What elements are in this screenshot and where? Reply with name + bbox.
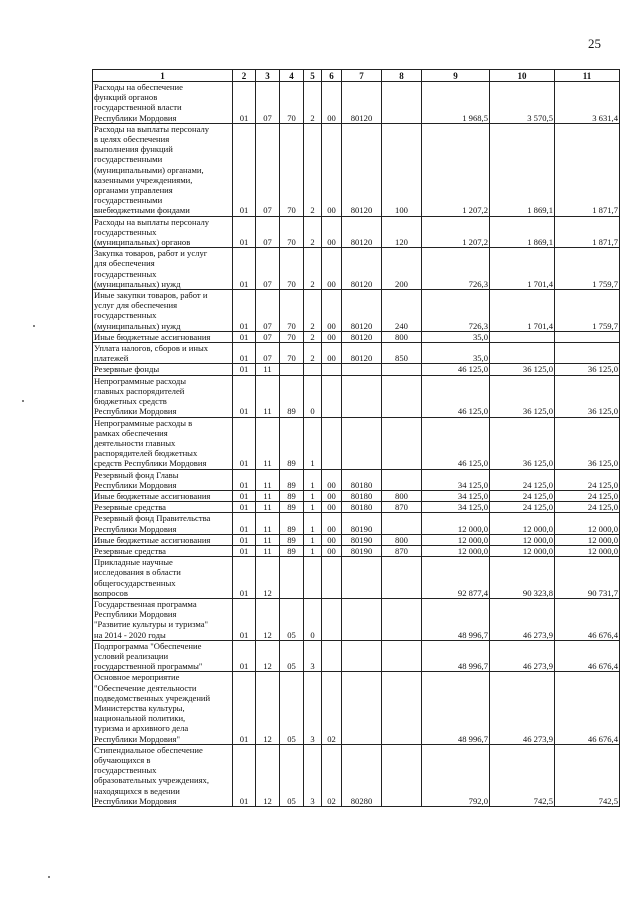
cell-c8: 100 [382, 123, 422, 216]
cell-c8: 870 [382, 502, 422, 513]
table-header-row [93, 70, 620, 82]
cell-c9: 12 000,0 [422, 513, 490, 534]
cell-c2: 01 [233, 502, 256, 513]
cell-c9: 12 000,0 [422, 534, 490, 545]
cell-c9: 34 125,0 [422, 469, 490, 490]
cell-c6: 00 [322, 331, 342, 342]
cell-c6: 00 [322, 502, 342, 513]
cell-c2: 01 [233, 598, 256, 640]
cell-c6: 00 [322, 248, 342, 290]
cell-c11: 1 871,7 [555, 123, 620, 216]
cell-c4: 89 [280, 534, 304, 545]
cell-c2: 01 [233, 123, 256, 216]
cell-c11: 1 871,7 [555, 216, 620, 248]
column-header: 2 [233, 70, 256, 82]
cell-c9: 1 968,5 [422, 82, 490, 124]
table-row [93, 82, 620, 124]
cell-c10: 36 125,0 [490, 375, 555, 417]
cell-c4: 70 [280, 331, 304, 342]
cell-c8 [382, 469, 422, 490]
cell-c3: 11 [256, 490, 280, 501]
cell-c2: 01 [233, 744, 256, 806]
cell-c3: 07 [256, 82, 280, 124]
cell-c7 [342, 375, 382, 417]
cell-c2: 01 [233, 375, 256, 417]
cell-c8 [382, 640, 422, 672]
cell-c5: 0 [304, 375, 322, 417]
cell-c2: 01 [233, 469, 256, 490]
scan-speck [22, 400, 24, 402]
cell-c2: 01 [233, 640, 256, 672]
cell-c6: 00 [322, 469, 342, 490]
cell-c2: 01 [233, 331, 256, 342]
cell-c4: 70 [280, 343, 304, 364]
cell-c7: 80180 [342, 469, 382, 490]
cell-c6 [322, 598, 342, 640]
cell-c10: 12 000,0 [490, 513, 555, 534]
table-row [93, 469, 620, 490]
cell-c2: 01 [233, 672, 256, 744]
cell-c8 [382, 375, 422, 417]
cell-c5: 0 [304, 598, 322, 640]
cell-c5: 1 [304, 513, 322, 534]
row-name: Уплата налогов, сборов и иных платежей [93, 343, 233, 364]
cell-c5: 2 [304, 343, 322, 364]
cell-c2: 01 [233, 534, 256, 545]
row-name: Иные бюджетные ассигнования [93, 490, 233, 501]
cell-c11: 12 000,0 [555, 534, 620, 545]
cell-c6: 02 [322, 672, 342, 744]
cell-c11 [555, 331, 620, 342]
cell-c6: 00 [322, 534, 342, 545]
cell-c3: 11 [256, 469, 280, 490]
table-row [93, 216, 620, 248]
cell-c3: 12 [256, 640, 280, 672]
cell-c4: 70 [280, 248, 304, 290]
column-header: 5 [304, 70, 322, 82]
cell-c2: 01 [233, 343, 256, 364]
cell-c5 [304, 557, 322, 599]
row-name: Государственная программа Республики Мордовия "Развитие культуры и туризма" на 2014 - 2020 годы [93, 598, 233, 640]
cell-c10: 12 000,0 [490, 534, 555, 545]
cell-c7 [342, 672, 382, 744]
cell-c8: 240 [382, 290, 422, 332]
cell-c9: 34 125,0 [422, 490, 490, 501]
cell-c4: 05 [280, 640, 304, 672]
cell-c3: 11 [256, 534, 280, 545]
row-name: Резервные фонды [93, 364, 233, 375]
cell-c5: 1 [304, 490, 322, 501]
cell-c3: 11 [256, 545, 280, 556]
cell-c4: 89 [280, 502, 304, 513]
cell-c9: 1 207,2 [422, 123, 490, 216]
cell-c5: 3 [304, 744, 322, 806]
cell-c7: 80120 [342, 248, 382, 290]
cell-c10: 24 125,0 [490, 469, 555, 490]
cell-c9: 1 207,2 [422, 216, 490, 248]
cell-c2: 01 [233, 216, 256, 248]
cell-c5: 2 [304, 123, 322, 216]
cell-c10: 3 570,5 [490, 82, 555, 124]
column-header: 9 [422, 70, 490, 82]
cell-c8: 120 [382, 216, 422, 248]
cell-c10: 90 323,8 [490, 557, 555, 599]
cell-c3: 12 [256, 672, 280, 744]
row-name: Резервные средства [93, 502, 233, 513]
page-number: 25 [588, 36, 601, 51]
cell-c10: 1 869,1 [490, 216, 555, 248]
cell-c11 [555, 343, 620, 364]
column-header: 7 [342, 70, 382, 82]
row-name: Иные закупки товаров, работ и услуг для обеспечения государственных (муниципальных) нужд [93, 290, 233, 332]
row-name: Прикладные научные исследования в области общегосударственных вопросов [93, 557, 233, 599]
row-name: Закупка товаров, работ и услуг для обеспечения государственных (муниципальных) нужд [93, 248, 233, 290]
cell-c7: 80120 [342, 290, 382, 332]
row-name: Резервный фонд Правительства Республики Мордовия [93, 513, 233, 534]
cell-c5 [304, 364, 322, 375]
cell-c11: 46 676,4 [555, 640, 620, 672]
cell-c2: 01 [233, 513, 256, 534]
cell-c5: 1 [304, 502, 322, 513]
cell-c3: 11 [256, 417, 280, 469]
cell-c3: 12 [256, 557, 280, 599]
cell-c7: 80120 [342, 82, 382, 124]
column-header: 6 [322, 70, 342, 82]
column-header: 8 [382, 70, 422, 82]
column-header: 3 [256, 70, 280, 82]
row-name: Подпрограмма "Обеспечение условий реализации государственной программы" [93, 640, 233, 672]
cell-c11: 46 676,4 [555, 598, 620, 640]
cell-c10: 46 273,9 [490, 640, 555, 672]
budget-table [92, 69, 620, 807]
cell-c5: 1 [304, 417, 322, 469]
cell-c10: 1 701,4 [490, 248, 555, 290]
cell-c9: 12 000,0 [422, 545, 490, 556]
cell-c11: 1 759,7 [555, 290, 620, 332]
cell-c4: 70 [280, 82, 304, 124]
cell-c11: 3 631,4 [555, 82, 620, 124]
cell-c5: 1 [304, 545, 322, 556]
table-row [93, 375, 620, 417]
cell-c8 [382, 513, 422, 534]
cell-c11: 36 125,0 [555, 364, 620, 375]
table-row [93, 331, 620, 342]
cell-c8: 850 [382, 343, 422, 364]
cell-c3: 07 [256, 343, 280, 364]
cell-c2: 01 [233, 290, 256, 332]
cell-c3: 07 [256, 290, 280, 332]
cell-c5: 1 [304, 469, 322, 490]
cell-c10: 1 701,4 [490, 290, 555, 332]
cell-c2: 01 [233, 82, 256, 124]
cell-c4: 05 [280, 744, 304, 806]
cell-c10: 46 273,9 [490, 598, 555, 640]
cell-c11: 742,5 [555, 744, 620, 806]
cell-c6 [322, 417, 342, 469]
table-row [93, 640, 620, 672]
cell-c2: 01 [233, 248, 256, 290]
cell-c7: 80190 [342, 534, 382, 545]
column-header: 10 [490, 70, 555, 82]
cell-c7: 80120 [342, 123, 382, 216]
cell-c4: 89 [280, 469, 304, 490]
table-row [93, 744, 620, 806]
cell-c2: 01 [233, 490, 256, 501]
cell-c10: 24 125,0 [490, 502, 555, 513]
cell-c11: 12 000,0 [555, 545, 620, 556]
row-name: Расходы на выплаты персоналу в целях обеспечения выполнения функций государственными (муниципальными) органами, казенными учреждениями, органами управления государственными внебюджетными фондами [93, 123, 233, 216]
cell-c4: 89 [280, 545, 304, 556]
cell-c9: 35,0 [422, 331, 490, 342]
cell-c3: 07 [256, 248, 280, 290]
cell-c11: 1 759,7 [555, 248, 620, 290]
cell-c5: 2 [304, 216, 322, 248]
cell-c9: 34 125,0 [422, 502, 490, 513]
cell-c4: 05 [280, 598, 304, 640]
cell-c4: 89 [280, 375, 304, 417]
cell-c4 [280, 364, 304, 375]
cell-c10: 742,5 [490, 744, 555, 806]
table-row [93, 502, 620, 513]
table-row [93, 557, 620, 599]
cell-c8: 200 [382, 248, 422, 290]
row-name: Резервный фонд Главы Республики Мордовия [93, 469, 233, 490]
cell-c7: 80190 [342, 513, 382, 534]
cell-c8 [382, 557, 422, 599]
cell-c10 [490, 343, 555, 364]
cell-c9: 48 996,7 [422, 640, 490, 672]
cell-c4: 89 [280, 513, 304, 534]
cell-c7: 80280 [342, 744, 382, 806]
cell-c6: 00 [322, 343, 342, 364]
row-name: Непрограммные расходы главных распорядителей бюджетных средств Республики Мордовия [93, 375, 233, 417]
cell-c10: 12 000,0 [490, 545, 555, 556]
table-row [93, 513, 620, 534]
table-row [93, 545, 620, 556]
cell-c9: 48 996,7 [422, 672, 490, 744]
cell-c3: 07 [256, 331, 280, 342]
cell-c9: 48 996,7 [422, 598, 490, 640]
cell-c5: 2 [304, 331, 322, 342]
cell-c9: 726,3 [422, 248, 490, 290]
cell-c11: 24 125,0 [555, 469, 620, 490]
cell-c3: 07 [256, 216, 280, 248]
cell-c10: 1 869,1 [490, 123, 555, 216]
cell-c4: 05 [280, 672, 304, 744]
cell-c3: 12 [256, 744, 280, 806]
scan-speck [33, 325, 35, 327]
cell-c3: 12 [256, 598, 280, 640]
cell-c8 [382, 82, 422, 124]
table-row [93, 490, 620, 501]
cell-c6 [322, 640, 342, 672]
cell-c10 [490, 331, 555, 342]
cell-c9: 46 125,0 [422, 375, 490, 417]
cell-c6: 00 [322, 490, 342, 501]
row-name: Стипендиальное обеспечение обучающихся в государственных образовательных учреждениях, находящихся в ведении Республики Мордовия [93, 744, 233, 806]
cell-c8 [382, 672, 422, 744]
cell-c10: 46 273,9 [490, 672, 555, 744]
table-row [93, 364, 620, 375]
cell-c8: 800 [382, 490, 422, 501]
cell-c11: 24 125,0 [555, 502, 620, 513]
cell-c7 [342, 640, 382, 672]
cell-c4: 70 [280, 290, 304, 332]
column-header: 11 [555, 70, 620, 82]
cell-c7: 80180 [342, 490, 382, 501]
cell-c5: 3 [304, 640, 322, 672]
cell-c6: 00 [322, 513, 342, 534]
cell-c7: 80120 [342, 216, 382, 248]
cell-c4: 89 [280, 490, 304, 501]
cell-c8: 800 [382, 534, 422, 545]
cell-c7: 80180 [342, 502, 382, 513]
cell-c11: 90 731,7 [555, 557, 620, 599]
cell-c4: 70 [280, 123, 304, 216]
cell-c8 [382, 598, 422, 640]
cell-c7 [342, 557, 382, 599]
cell-c7: 80190 [342, 545, 382, 556]
cell-c4: 89 [280, 417, 304, 469]
cell-c6 [322, 375, 342, 417]
row-name: Расходы на выплаты персоналу государственных (муниципальных) органов [93, 216, 233, 248]
cell-c7 [342, 364, 382, 375]
row-name: Иные бюджетные ассигнования [93, 534, 233, 545]
table-row [93, 534, 620, 545]
cell-c5: 1 [304, 534, 322, 545]
row-name: Расходы на обеспечение функций органов государственной власти Республики Мордовия [93, 82, 233, 124]
cell-c8 [382, 417, 422, 469]
scan-speck [48, 876, 50, 878]
table-row [93, 598, 620, 640]
column-header: 1 [93, 70, 233, 82]
cell-c5: 2 [304, 82, 322, 124]
cell-c11: 36 125,0 [555, 375, 620, 417]
cell-c2: 01 [233, 545, 256, 556]
cell-c3: 11 [256, 375, 280, 417]
cell-c10: 36 125,0 [490, 364, 555, 375]
cell-c6: 00 [322, 216, 342, 248]
cell-c10: 36 125,0 [490, 417, 555, 469]
column-header: 4 [280, 70, 304, 82]
table-row [93, 248, 620, 290]
cell-c2: 01 [233, 417, 256, 469]
cell-c8 [382, 744, 422, 806]
cell-c9: 792,0 [422, 744, 490, 806]
cell-c6: 00 [322, 290, 342, 332]
cell-c5: 2 [304, 248, 322, 290]
cell-c3: 11 [256, 513, 280, 534]
cell-c3: 07 [256, 123, 280, 216]
cell-c9: 35,0 [422, 343, 490, 364]
cell-c7 [342, 598, 382, 640]
table-row [93, 343, 620, 364]
cell-c5: 2 [304, 290, 322, 332]
row-name: Непрограммные расходы в рамках обеспечения деятельности главных распорядителей бюджетных средств Республики Мордовия [93, 417, 233, 469]
cell-c2: 01 [233, 557, 256, 599]
cell-c3: 11 [256, 364, 280, 375]
cell-c9: 726,3 [422, 290, 490, 332]
cell-c11: 36 125,0 [555, 417, 620, 469]
cell-c6 [322, 364, 342, 375]
cell-c8 [382, 364, 422, 375]
cell-c3: 11 [256, 502, 280, 513]
table-row [93, 417, 620, 469]
cell-c4 [280, 557, 304, 599]
row-name: Резервные средства [93, 545, 233, 556]
cell-c8: 870 [382, 545, 422, 556]
cell-c4: 70 [280, 216, 304, 248]
cell-c6 [322, 557, 342, 599]
cell-c10: 24 125,0 [490, 490, 555, 501]
cell-c11: 46 676,4 [555, 672, 620, 744]
row-name: Основное мероприятие "Обеспечение деятельности подведомственных учреждений Министерства культуры, национальной политики, туризма и архивного дела Республики Мордовия" [93, 672, 233, 744]
cell-c9: 92 877,4 [422, 557, 490, 599]
cell-c11: 24 125,0 [555, 490, 620, 501]
cell-c9: 46 125,0 [422, 364, 490, 375]
cell-c6: 00 [322, 82, 342, 124]
cell-c7: 80120 [342, 343, 382, 364]
cell-c2: 01 [233, 364, 256, 375]
row-name: Иные бюджетные ассигнования [93, 331, 233, 342]
table-row [93, 290, 620, 332]
cell-c8: 800 [382, 331, 422, 342]
cell-c6: 00 [322, 123, 342, 216]
cell-c7: 80120 [342, 331, 382, 342]
cell-c6: 02 [322, 744, 342, 806]
cell-c9: 46 125,0 [422, 417, 490, 469]
cell-c11: 12 000,0 [555, 513, 620, 534]
table-row [93, 123, 620, 216]
table-row [93, 672, 620, 744]
cell-c5: 3 [304, 672, 322, 744]
cell-c7 [342, 417, 382, 469]
cell-c6: 00 [322, 545, 342, 556]
